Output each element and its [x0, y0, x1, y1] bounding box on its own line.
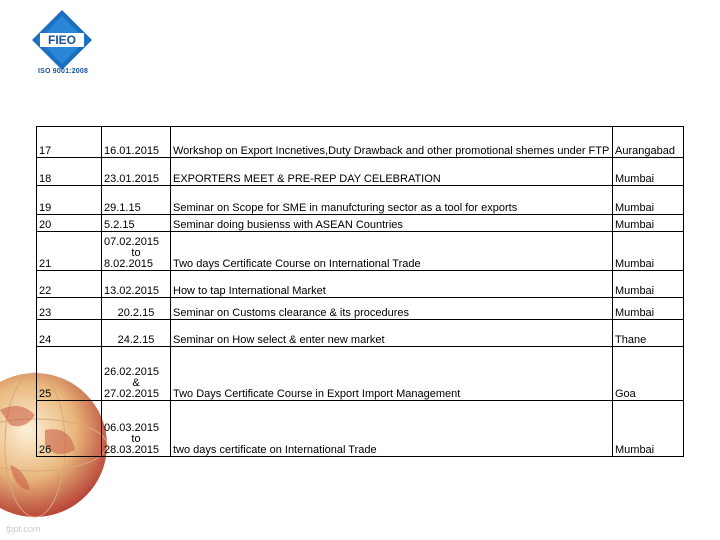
row-number: 18	[37, 158, 102, 186]
event-date-line: to	[131, 433, 141, 445]
event-program: Seminar doing busienss with ASEAN Countries	[171, 215, 613, 232]
event-city: Mumbai	[613, 215, 684, 232]
event-city: Mumbai	[613, 186, 684, 215]
events-table	[36, 126, 684, 457]
event-city: Mumbai	[613, 158, 684, 186]
footer-watermark: fppt.com	[6, 524, 41, 534]
event-date-line: 27.02.2015	[104, 388, 160, 400]
event-date: 13.02.2015	[102, 271, 171, 298]
event-date-line: &	[132, 377, 140, 389]
table-row	[37, 320, 684, 347]
event-city: Mumbai	[613, 232, 684, 271]
table-row	[37, 127, 684, 158]
event-program: Seminar on How select & enter new market	[171, 320, 613, 347]
event-date	[102, 232, 171, 271]
table-row	[37, 271, 684, 298]
event-city: Aurangabad	[613, 127, 684, 158]
event-program: Workshop on Export Incnetives,Duty Drawback and other promotional shemes under FTP	[171, 127, 613, 158]
event-date-line: 07.02.2015	[104, 236, 160, 248]
table-row	[37, 347, 684, 401]
event-date: 29.1.15	[102, 186, 171, 215]
event-city: Mumbai	[613, 298, 684, 320]
event-date: 16.01.2015	[102, 127, 171, 158]
event-program: Two days Certificate Course on International Trade	[171, 232, 613, 271]
row-number: 26	[37, 401, 102, 457]
event-date	[102, 347, 171, 401]
event-date-line: 28.03.2015	[104, 444, 160, 456]
table-row	[37, 298, 684, 320]
row-number: 24	[37, 320, 102, 347]
table-row	[37, 186, 684, 215]
event-date-line: 06.03.2015	[104, 422, 160, 434]
event-city: Mumbai	[613, 271, 684, 298]
event-date-line: to	[131, 247, 141, 259]
event-city: Thane	[613, 320, 684, 347]
row-number: 17	[37, 127, 102, 158]
iso-label: ISO 9001:2008	[38, 68, 89, 75]
event-program: two days certificate on International Trade	[171, 401, 613, 457]
event-date-line: 26.02.2015	[104, 366, 160, 378]
event-date	[102, 401, 171, 457]
event-program: How to tap International Market	[171, 271, 613, 298]
row-number: 23	[37, 298, 102, 320]
event-program: EXPORTERS MEET & PRE-REP DAY CELEBRATION	[171, 158, 613, 186]
table-row	[37, 401, 684, 457]
event-city: Mumbai	[613, 401, 684, 457]
event-city: Goa	[613, 347, 684, 401]
row-number: 22	[37, 271, 102, 298]
row-number: 19	[37, 186, 102, 215]
table-row	[37, 215, 684, 232]
row-number: 20	[37, 215, 102, 232]
row-number: 21	[37, 232, 102, 271]
event-program: Seminar on Scope for SME in manufcturing sector as a tool for exports	[171, 186, 613, 215]
table-row	[37, 158, 684, 186]
event-date: 23.01.2015	[102, 158, 171, 186]
event-date-line: 8.02.2015	[104, 258, 153, 270]
table-row	[37, 232, 684, 271]
row-number: 25	[37, 347, 102, 401]
event-date: 20.2.15	[102, 298, 171, 320]
logo-text: FIEO	[47, 33, 77, 47]
event-date: 5.2.15	[102, 215, 171, 232]
event-program: Two Days Certificate Course in Export Import Management	[171, 347, 613, 401]
event-date: 24.2.15	[102, 320, 171, 347]
event-program: Seminar on Customs clearance & its procedures	[171, 298, 613, 320]
